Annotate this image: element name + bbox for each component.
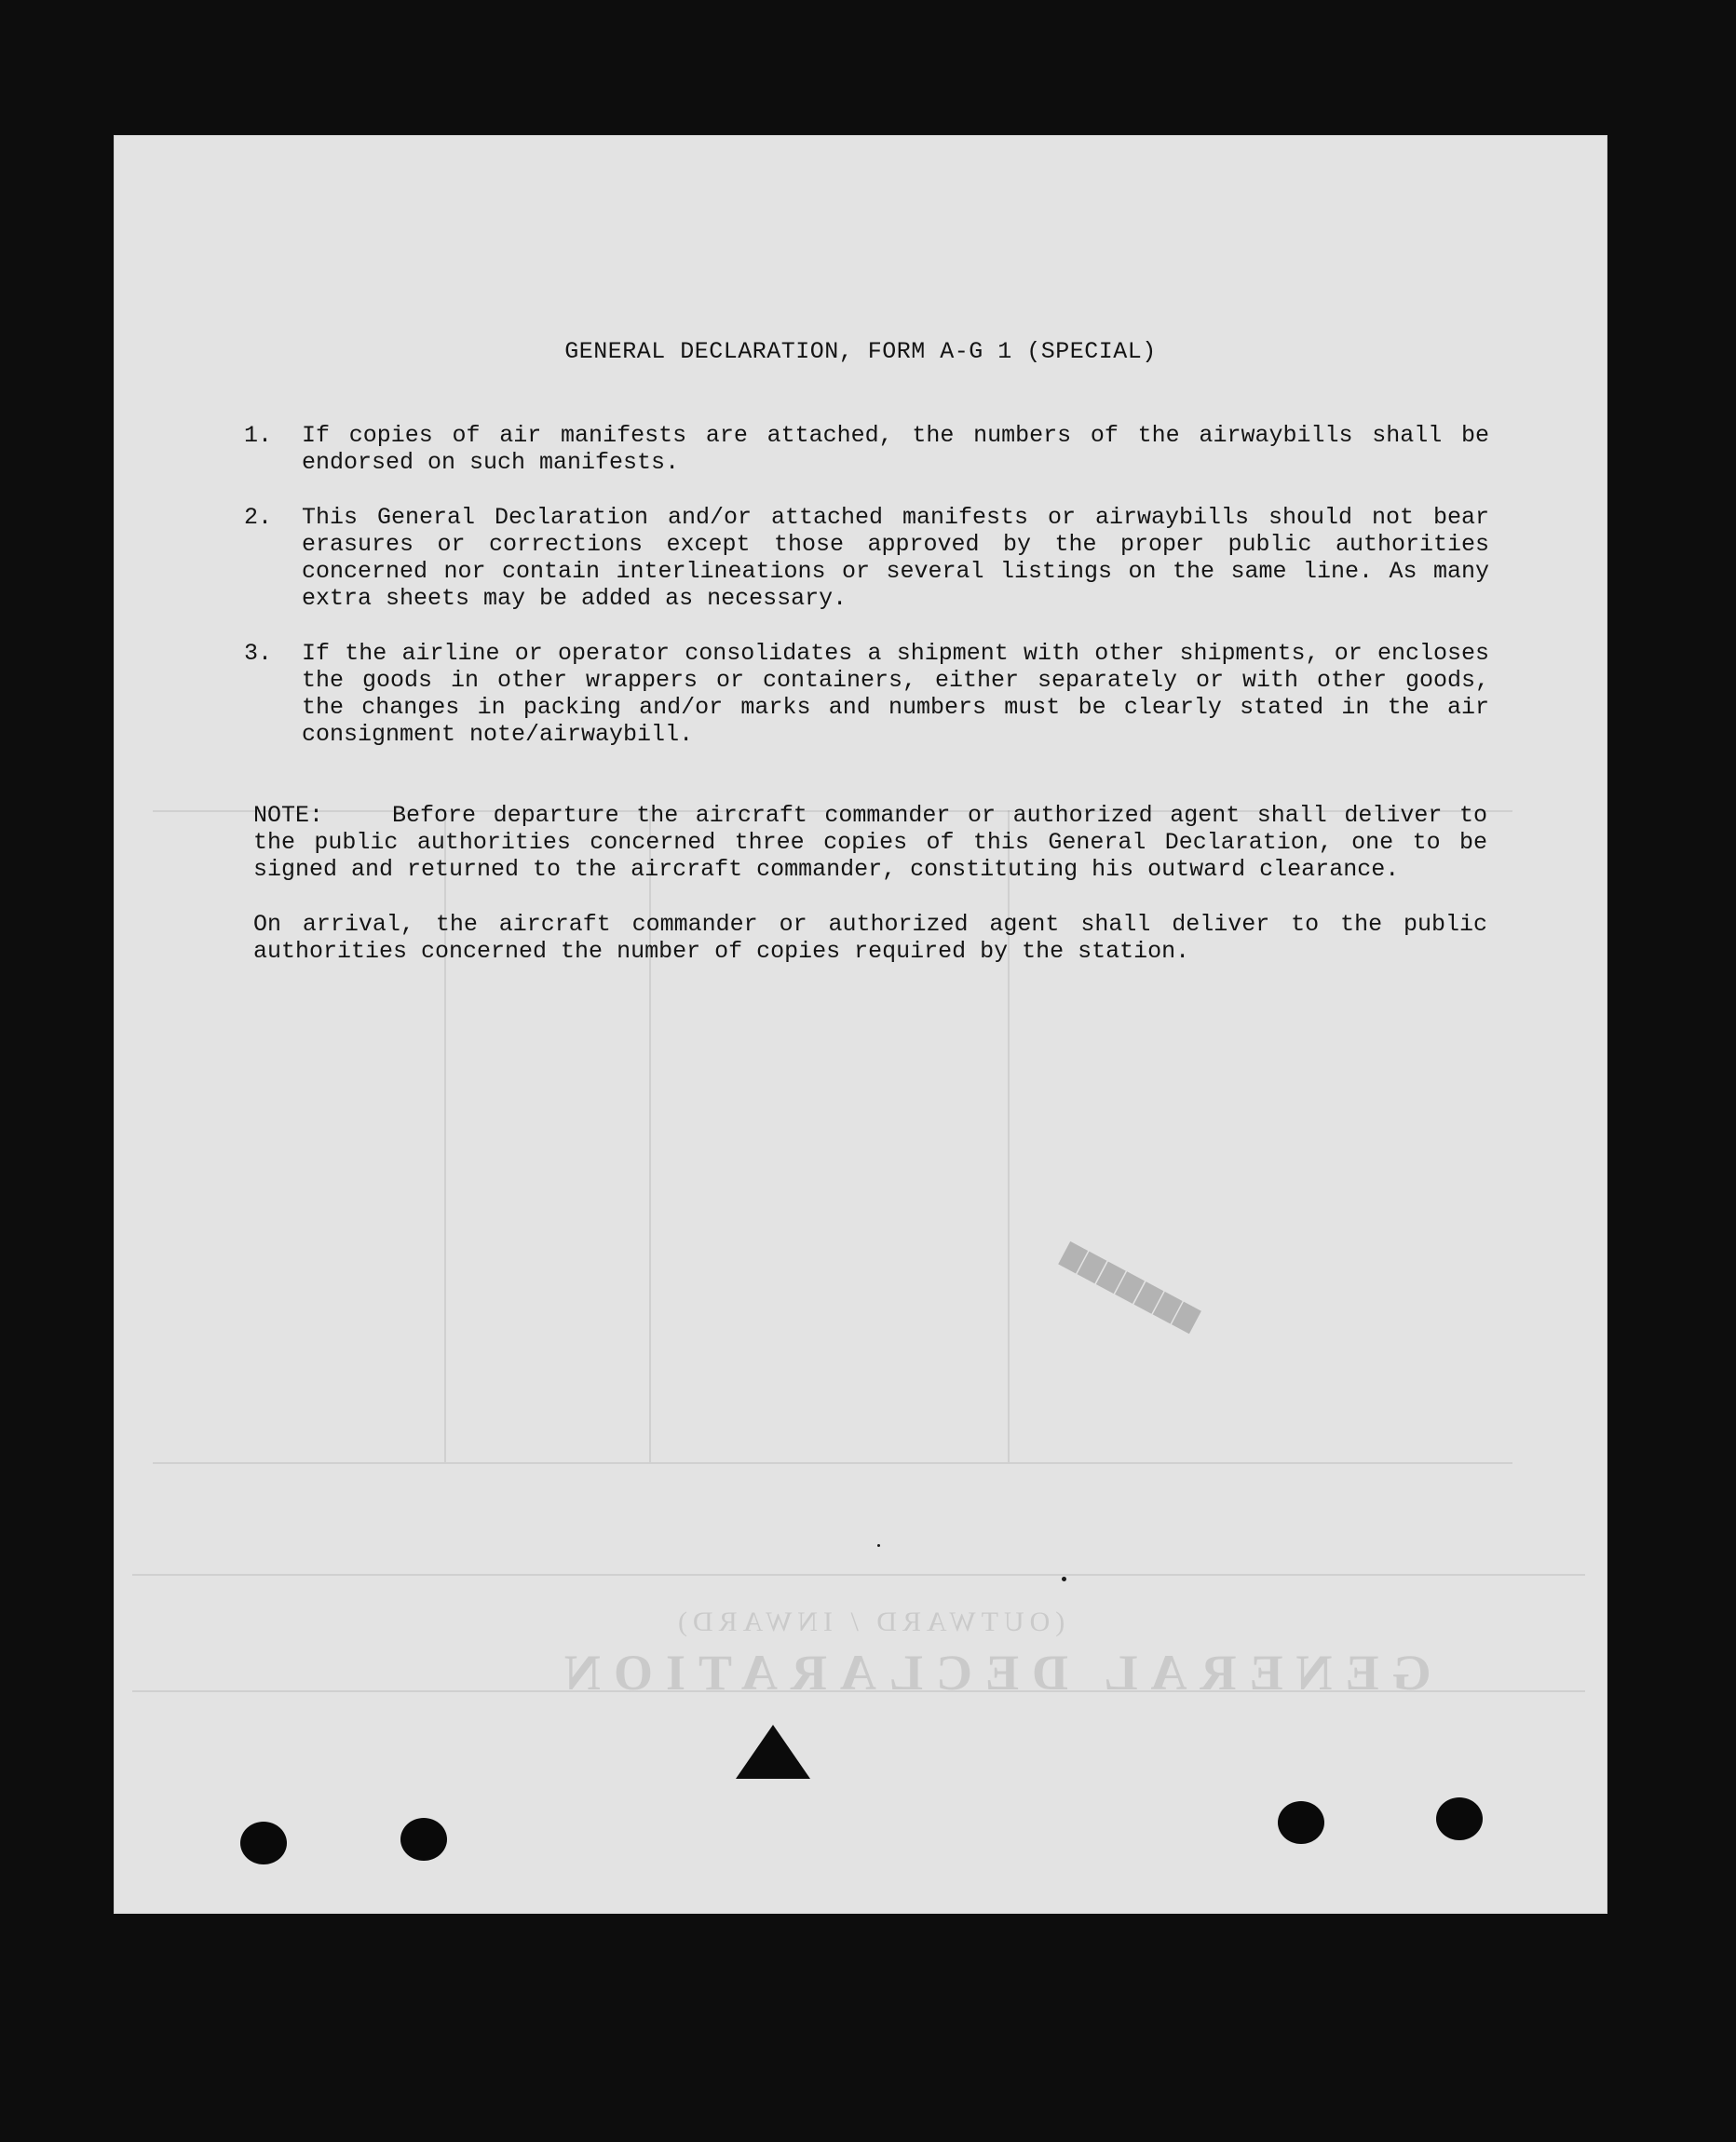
instruction-item [244, 422, 1604, 476]
bleed-through-line [132, 1574, 1585, 1576]
instruction-item [244, 640, 1604, 748]
ink-speck [1062, 1577, 1066, 1581]
item-number: 1. [244, 422, 273, 449]
bleed-through-line [132, 1690, 1585, 1692]
note-text: Before departure the aircraft commander or authorized agent shall deliver to the public authorities concerned three copies of this General Declaration, one to be signed and returned to the aircraft commander, constituting his outward clearance. [253, 802, 1487, 883]
punch-hole [400, 1818, 447, 1861]
ink-speck [877, 1544, 880, 1547]
bleed-through-subtitle: (OUTWARD / INWARD) [672, 1606, 1065, 1637]
punch-hole [1278, 1801, 1324, 1844]
torn-edge [736, 1725, 810, 1779]
document-title: GENERAL DECLARATION, FORM A-G 1 (SPECIAL) [564, 338, 1157, 365]
item-text: If the airline or operator consolidates a shipment with other shipments, or encloses the goods in other wrappers or containers, either separately or with other goods, the changes in packing and/or marks and numbers must be clearly stated in the air consignment note/airwaybill. [302, 640, 1489, 748]
note-section [253, 802, 1487, 993]
item-number: 3. [244, 640, 273, 667]
arrival-paragraph: On arrival, the aircraft commander or authorized agent shall deliver to the public authorities concerned the number of copies required by the station. [253, 911, 1487, 965]
bleed-through-stamp: ▇▇▇▇▇▇▇ [1056, 1238, 1202, 1334]
item-text: This General Declaration and/or attached manifests or airwaybills should not bear erasures or corrections except those approved by the proper public authorities concerned nor contain interlineations or several listings on the same line. As many extra sheets may be added as necessary. [302, 504, 1489, 612]
bleed-through-line [153, 1462, 1512, 1464]
instruction-item [244, 504, 1604, 612]
bleed-through-title: GENERAL DECLARATION [551, 1645, 1431, 1701]
document-page [114, 135, 1607, 1914]
item-number: 2. [244, 504, 273, 531]
item-text: If copies of air manifests are attached, the numbers of the airwaybills shall be endorsed on such manifests. [302, 422, 1489, 476]
punch-hole [240, 1822, 287, 1864]
note-paragraph [253, 802, 1487, 883]
note-label: NOTE: [253, 802, 324, 829]
instruction-list [244, 422, 1604, 776]
punch-hole [1436, 1797, 1483, 1840]
